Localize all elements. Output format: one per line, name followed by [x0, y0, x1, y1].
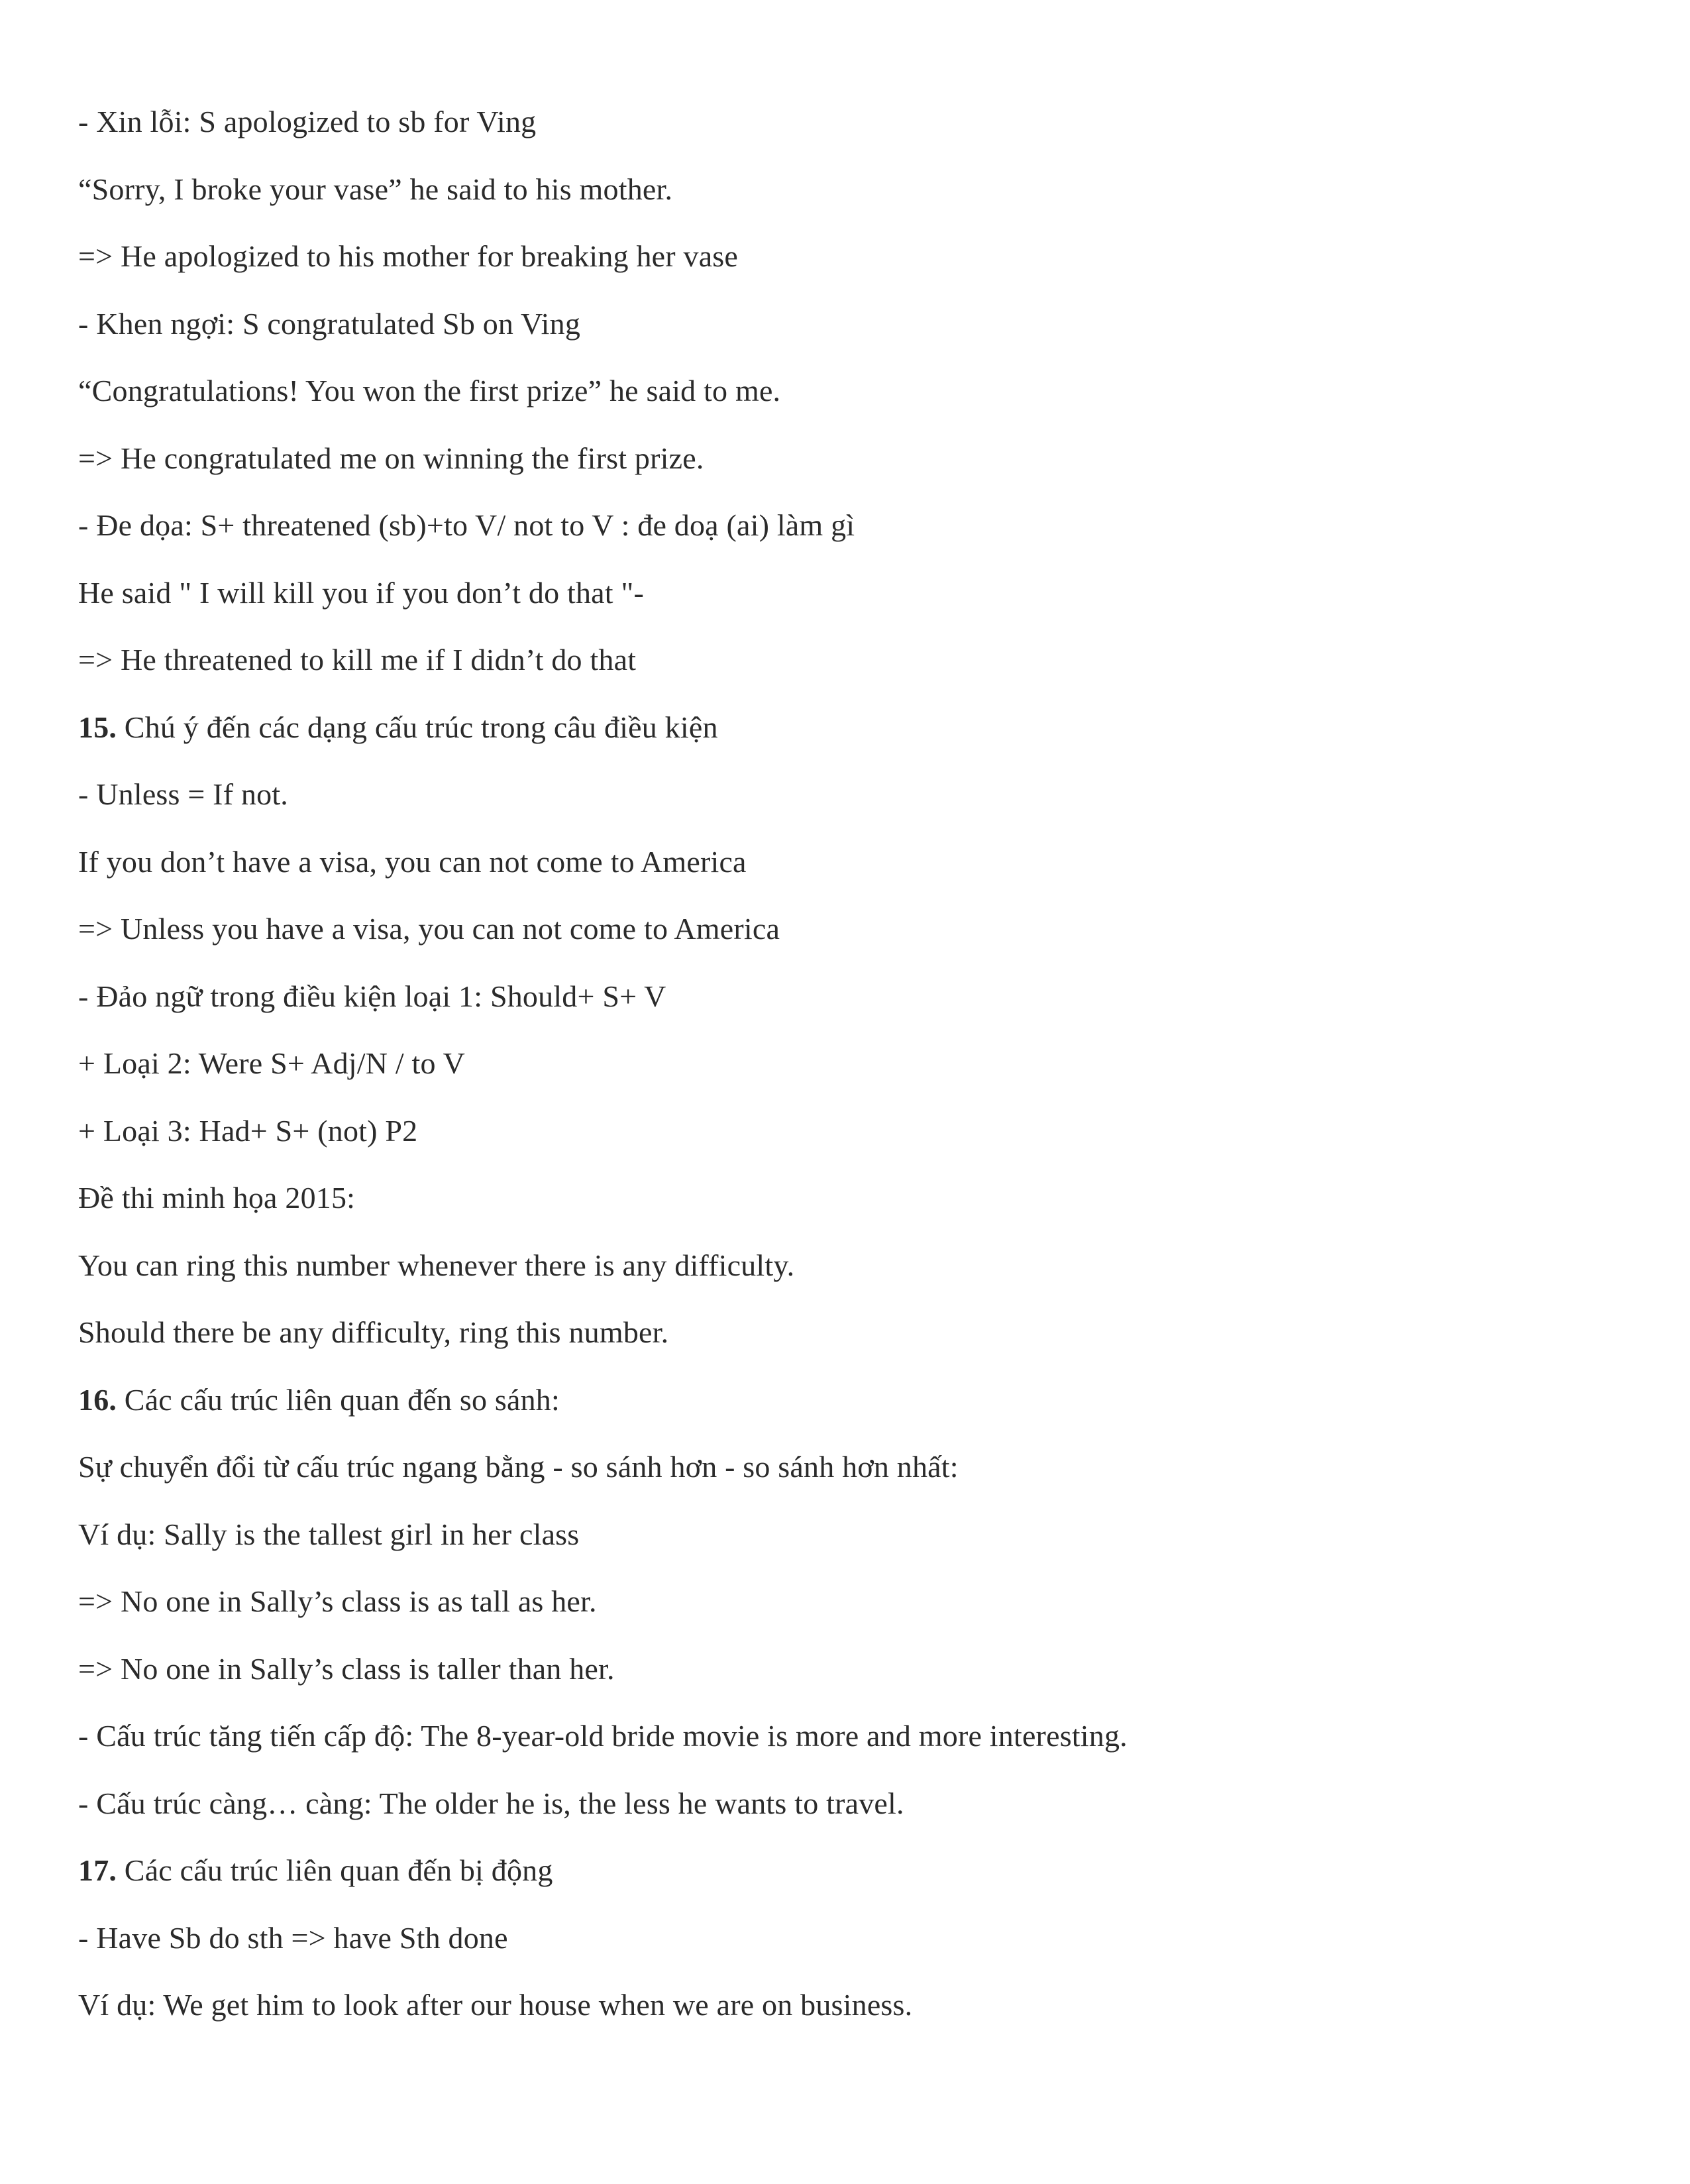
text-line: You can ring this number whenever there is any difficulty. — [78, 1248, 795, 1282]
text-line: => No one in Sally’s class is taller than her. — [78, 1651, 615, 1686]
text-line: “Congratulations! You won the first prize” he said to me. — [78, 374, 781, 408]
text-line: + Loại 2: Were S+ Adj/N / to V — [78, 1046, 466, 1080]
text-line: => No one in Sally’s class is as tall as her. — [78, 1584, 597, 1618]
text-line: + Loại 3: Had+ S+ (not) P2 — [78, 1113, 418, 1148]
text-line: Đề thi minh họa 2015: — [78, 1181, 356, 1215]
section-heading: 16. Các cấu trúc liên quan đến so sánh: — [78, 1382, 560, 1417]
section-number: 16. — [78, 1382, 117, 1417]
section-number: 17. — [78, 1853, 117, 1887]
text-line: - Cấu trúc càng… càng: The older he is, the less he wants to travel. — [78, 1786, 904, 1820]
text-line: - Cấu trúc tăng tiến cấp độ: The 8-year-old bride movie is more and more interesting. — [78, 1719, 1128, 1753]
text-line: - Đảo ngữ trong điều kiện loại 1: Should+ S+ V — [78, 979, 666, 1013]
text-line: - Xin lỗi: S apologized to sb for Ving — [78, 105, 537, 138]
text-line: => He threatened to kill me if I didn’t do that — [78, 643, 637, 677]
text-line: If you don’t have a visa, you can not come to America — [78, 844, 747, 879]
text-line: - Unless = If not. — [78, 777, 288, 811]
text-line: - Đe dọa: S+ threatened (sb)+to V/ not to V : đe doạ (ai) làm gì — [78, 508, 855, 542]
text-line: “Sorry, I broke your vase” he said to his mother. — [78, 172, 673, 206]
section-heading: 17. Các cấu trúc liên quan đến bị động — [78, 1853, 553, 1887]
text-line: => Unless you have a visa, you can not come to America — [78, 912, 780, 946]
text-line: Should there be any difficulty, ring this number. — [78, 1315, 669, 1349]
section-number: 15. — [78, 710, 117, 744]
text-line: Ví dụ: We get him to look after our house when we are on business. — [78, 1988, 913, 2022]
text-line: - Have Sb do sth => have Sth done — [78, 1920, 508, 1955]
text-line: - Khen ngợi: S congratulated Sb on Ving — [78, 306, 581, 341]
text-line: Ví dụ: Sally is the tallest girl in her class — [78, 1517, 580, 1551]
section-heading: 15. Chú ý đến các dạng cấu trúc trong câu điều kiện — [78, 710, 718, 744]
text-line: => He congratulated me on winning the first prize. — [78, 441, 704, 475]
document-body — [78, 99, 1602, 2050]
text-line: => He apologized to his mother for breaking her vase — [78, 239, 739, 273]
text-line: Sự chuyển đổi từ cấu trúc ngang bằng - so sánh hơn - so sánh hơn nhất: — [78, 1450, 959, 1484]
text-line: He said " I will kill you if you don’t do that "- — [78, 575, 644, 610]
